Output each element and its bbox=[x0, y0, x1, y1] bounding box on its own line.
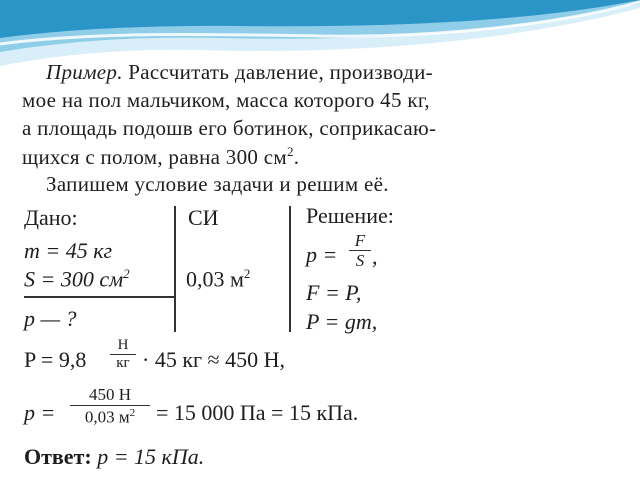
problem-line-3: а площадь подошв его ботинок, соприкасаю- bbox=[22, 116, 437, 140]
solution-weight: P = gm, bbox=[306, 309, 378, 334]
problem-line-4-text: щихся с полом, равна 300 см bbox=[22, 145, 287, 169]
si-area-value bbox=[186, 266, 250, 292]
solution-force: F = P, bbox=[306, 280, 362, 305]
solution-p-left: p = bbox=[306, 242, 338, 267]
problem-line-2: мое на пол мальчиком, масса которого 45 кг, bbox=[22, 88, 430, 112]
calc-weight-denominator: кг bbox=[116, 355, 130, 371]
answer-line bbox=[24, 444, 204, 470]
answer-value: p = 15 кПа. bbox=[91, 444, 205, 469]
calc-weight-numerator: Н bbox=[117, 337, 129, 353]
calc-pressure-denominator bbox=[70, 408, 150, 426]
answer-label: Ответ: bbox=[24, 444, 92, 469]
calc-weight-fraction bbox=[110, 338, 136, 371]
given-area bbox=[24, 266, 130, 292]
problem-line-4-sup: 2 bbox=[286, 144, 294, 159]
problem-line-4 bbox=[22, 144, 299, 170]
solution-p-fraction bbox=[349, 232, 371, 269]
calc-pressure-fraction-bar bbox=[70, 405, 150, 406]
si-header: СИ bbox=[188, 205, 219, 230]
given-area-sup: 2 bbox=[123, 266, 130, 281]
problem-line-1-text: Рассчитать давление, производи- bbox=[122, 60, 433, 84]
si-area-sup: 2 bbox=[243, 266, 251, 281]
solution-p-comma: , bbox=[372, 244, 378, 269]
table-divider-si-solution bbox=[289, 206, 291, 332]
solution-p-numerator: F bbox=[354, 231, 366, 250]
calc-pressure-left: p = bbox=[24, 400, 56, 425]
problem-line-5: Запишем условие задачи и решим её. bbox=[46, 172, 389, 196]
calc-pressure-fraction bbox=[70, 386, 150, 426]
calc-weight-rest: · 45 кг ≈ 450 Н, bbox=[142, 347, 285, 372]
solution-p-denominator: S bbox=[355, 251, 365, 270]
table-divider-find bbox=[24, 296, 174, 298]
si-area-text: 0,03 м bbox=[186, 266, 244, 292]
calc-pressure-numerator: 450 Н bbox=[88, 385, 132, 404]
given-header: Дано: bbox=[24, 205, 78, 230]
solution-header: Решение: bbox=[306, 203, 394, 228]
table-divider-given-si bbox=[174, 206, 176, 332]
calc-pressure-rest: = 15 000 Па = 15 кПа. bbox=[156, 400, 359, 425]
problem-line-1 bbox=[46, 60, 433, 85]
calc-pressure-den-text: 0,03 м bbox=[84, 407, 130, 427]
given-area-text: S = 300 см bbox=[24, 266, 124, 292]
problem-line-4-end: . bbox=[293, 145, 300, 169]
calc-weight-left: P = 9,8 bbox=[24, 347, 87, 372]
find-pressure: p — ? bbox=[24, 306, 77, 331]
problem-label: Пример. bbox=[46, 60, 123, 84]
given-mass: m = 45 кг bbox=[24, 238, 113, 263]
calc-pressure-den-sup: 2 bbox=[129, 407, 136, 419]
